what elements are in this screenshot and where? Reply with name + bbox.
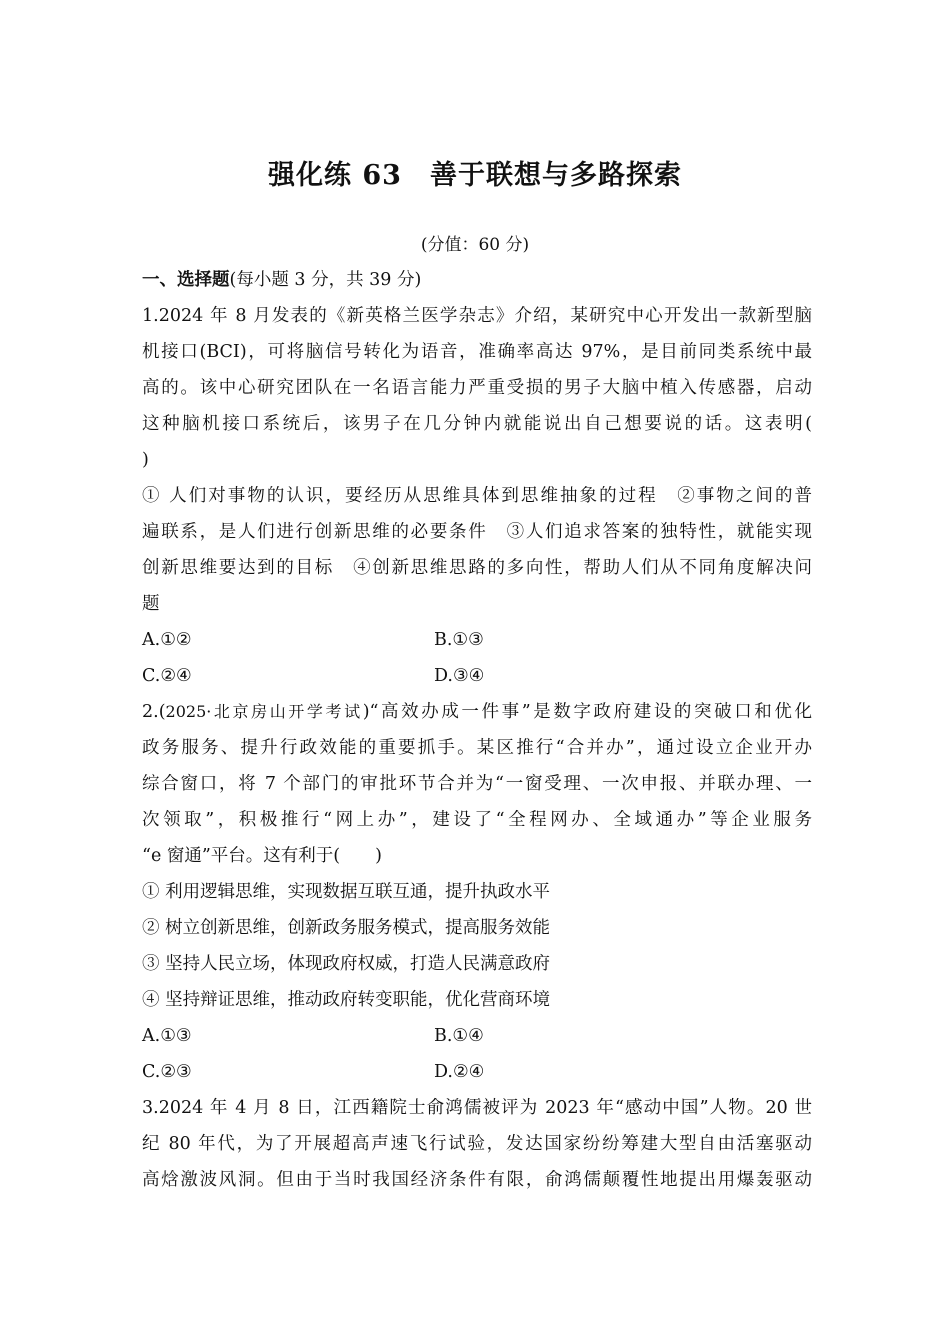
question-1-statement-line-4: 题 [142, 594, 160, 614]
question-1-statement-line-2: 遍联系，是人们进行创新思维的必要条件 ③人们追求答案的独特性，就能实现 [142, 522, 812, 542]
question-2-options-row-2 [142, 1054, 812, 1090]
question-1 [142, 298, 812, 694]
question-2-option-b[interactable]: B.①④ [434, 1026, 484, 1046]
question-2-statement-1: ① 利用逻辑思维，实现数据互联互通，提升执政水平 [142, 882, 551, 902]
question-1-line-1: 1.2024 年 8 月发表的《新英格兰医学杂志》介绍，某研究中心开发出一款新型脑 [142, 306, 812, 326]
question-2-line-2: 政务服务、提升行政效能的重要抓手。某区推行“合并办”，通过设立企业开办 [142, 738, 812, 758]
question-2-statement-3: ③ 坚持人民立场，体现政府权威，打造人民满意政府 [142, 954, 551, 974]
question-2-statement-2: ② 树立创新思维，创新政务服务模式，提高服务效能 [142, 918, 551, 938]
question-1-option-b[interactable]: B.①③ [434, 630, 484, 650]
question-2-source: 2025·北京房山开学考试 [165, 702, 363, 721]
question-1-line-5: ) [142, 450, 149, 470]
question-1-line-2: 机接口(BCI)，可将脑信号转化为语音，准确率高达 97%，是目前同类系统中最 [142, 342, 812, 362]
question-2-options-row-1 [142, 1018, 812, 1054]
question-2-option-a[interactable]: A.①③ [142, 1026, 192, 1046]
question-3-line-2: 纪 80 年代，为了开展超高声速飞行试验，发达国家纷纷筹建大型自由活塞驱动 [142, 1134, 812, 1154]
question-1-line-4: 这种脑机接口系统后，该男子在几分钟内就能说出自己想要说的话。这表明( [142, 414, 812, 434]
question-2-line-1 [142, 694, 812, 730]
section-heading-label: 一、选择题 [142, 270, 230, 290]
question-content [142, 262, 812, 1198]
question-2-prefix: 2.( [142, 702, 166, 722]
question-3-line-1: 3.2024 年 4 月 8 日，江西籍院士俞鸿儒被评为 2023 年“感动中国”人物。20 世 [142, 1098, 812, 1118]
score-note: (分值：60 分) [420, 235, 530, 255]
question-2-line-5: “e 窗通”平台。这有利于( ) [142, 846, 382, 866]
question-2-statement-4: ④ 坚持辩证思维，推动政府转变职能，优化营商环境 [142, 990, 551, 1010]
question-1-options-row-2 [142, 658, 812, 694]
question-1-options-row-1 [142, 622, 812, 658]
page-title: 强化练 63 善于联想与多路探索 [268, 160, 682, 191]
question-1-statement-line-3: 创新思维要达到的目标 ④创新思维思路的多向性，帮助人们从不同角度解决问 [142, 558, 812, 578]
question-3-line-3: 高焓激波风洞。但由于当时我国经济条件有限，俞鸿儒颠覆性地提出用爆轰驱动 [142, 1170, 812, 1190]
question-1-option-a[interactable]: A.①② [142, 630, 192, 650]
question-1-option-c[interactable]: C.②④ [142, 666, 192, 686]
question-2-line-4: 次领取”，积极推行“网上办”，建设了“全程网办、全域通办”等企业服务 [142, 810, 812, 830]
question-1-line-3: 高的。该中心研究团队在一名语言能力严重受损的男子大脑中植入传感器，启动 [142, 378, 812, 398]
question-3 [142, 1090, 812, 1198]
question-2-option-d[interactable]: D.②④ [434, 1062, 485, 1082]
section-heading-note: (每小题 3 分，共 39 分) [229, 270, 422, 290]
question-1-statement-line-1: ① 人们对事物的认识，要经历从思维具体到思维抽象的过程 ②事物之间的普 [142, 486, 812, 506]
question-2-line-3: 综合窗口，将 7 个部门的审批环节合并为“一窗受理、一次申报、并联办理、一 [142, 774, 812, 794]
question-2 [142, 694, 812, 1090]
question-2-option-c[interactable]: C.②③ [142, 1062, 192, 1082]
section-heading [142, 262, 812, 298]
question-1-option-d[interactable]: D.③④ [434, 666, 485, 686]
question-2-line-1-rest: )“高效办成一件事”是数字政府建设的突破口和优化 [362, 702, 812, 722]
